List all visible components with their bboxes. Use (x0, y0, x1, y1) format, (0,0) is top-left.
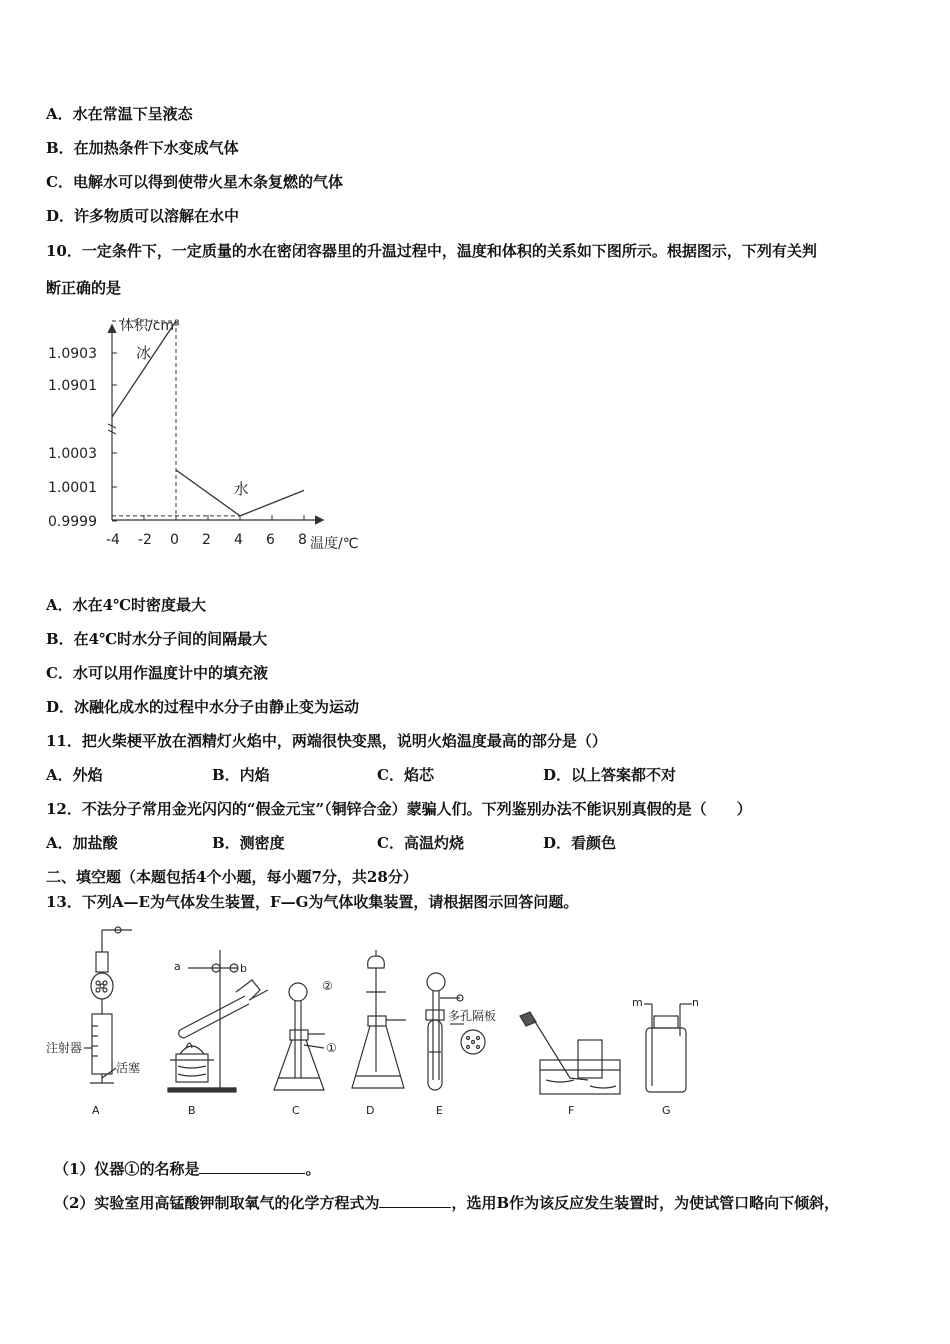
y-tick-label-3: 1.0001 (48, 480, 97, 496)
apparatus-a (84, 927, 132, 1083)
q13-sub1 (54, 1158, 320, 1179)
q12-stem: 12．不法分子常用金光闪闪的“假金元宝”（铜锌合金）蒙骗人们。下列鉴别办法不能识别真假的是（ ） (46, 800, 752, 818)
apparatus-label-b: B (188, 1104, 196, 1117)
x-tick-label-3: 2 (202, 532, 211, 548)
section-heading: 二、填空题（本题包括4个小题，每小题7分，共28分） (46, 868, 418, 886)
apparatus-e (426, 973, 485, 1090)
x-tick-label-1: -2 (138, 532, 152, 548)
q13-sub1-text: （1）仪器①的名称是 (54, 1160, 200, 1178)
q12-option-d: D．看颜色 (543, 834, 617, 852)
q13-sub2-blank[interactable] (379, 1193, 451, 1208)
apparatus-figure (40, 920, 720, 1125)
q10-stem-line1: 10．一定条件下，一定质量的水在密闭容器里的升温过程中，温度和体积的关系如下图所示。根据图示，下列有关判 (46, 242, 817, 260)
series-label-0: 冰 (136, 344, 152, 362)
apparatus-label-g: G (662, 1104, 671, 1117)
q13-sub1-end: 。 (305, 1160, 321, 1178)
q13-sub2-end: ，选用B作为该反应发生装置时，为使试管口略向下倾斜， (451, 1194, 840, 1212)
q12-option-a: A．加盐酸 (46, 834, 118, 852)
q9-option-a: A．水在常温下呈液态 (46, 105, 193, 123)
label-mark2: ② (322, 979, 333, 993)
q12-options (46, 832, 906, 852)
x-tick-label-5: 6 (266, 532, 275, 548)
x-tick-label-0: -4 (106, 532, 120, 548)
temperature-volume-chart (40, 312, 380, 552)
q13-sub1-blank[interactable] (199, 1159, 305, 1174)
q10-option-b: B．在4℃时水分子间的间隔最大 (46, 630, 268, 648)
q9-option-d: D．许多物质可以溶解在水中 (46, 207, 240, 225)
apparatus-b (168, 950, 268, 1092)
q11-option-d: D．以上答案都不对 (543, 766, 677, 784)
label-m: m (632, 996, 643, 1009)
apparatus-label-c: C (292, 1104, 300, 1117)
y-tick-label-4: 0.9999 (48, 514, 97, 530)
x-tick-label-4: 4 (234, 532, 243, 548)
series-line-0 (112, 321, 176, 417)
apparatus-c (274, 983, 325, 1090)
y-tick-label-1: 1.0901 (48, 378, 97, 394)
q9-option-b: B．在加热条件下水变成气体 (46, 139, 239, 157)
label-b-letter: b (240, 962, 247, 975)
q12-option-b: B．测密度 (212, 834, 285, 852)
x-tick-label-6: 8 (298, 532, 307, 548)
label-syringe: 注射器 (46, 1041, 83, 1055)
y-tick-label-0: 1.0903 (48, 346, 97, 362)
q11-option-a: A．外焰 (46, 766, 103, 784)
label-mark1: ① (326, 1041, 337, 1055)
label-porous-plate: 多孔隔板 (448, 1009, 497, 1023)
apparatus-g (644, 1004, 692, 1092)
series-label-1: 水 (233, 480, 249, 498)
label-piston: 活塞 (116, 1061, 141, 1075)
apparatus-d (352, 950, 406, 1088)
q9-option-c: C．电解水可以得到使带火星木条复燃的气体 (46, 173, 343, 191)
q13-sub2 (54, 1192, 839, 1213)
y-axis-label: 体积/cm³ (120, 318, 180, 334)
y-tick-label-2: 1.0003 (48, 446, 97, 462)
label-n: n (692, 996, 699, 1009)
x-axis-label: 温度/℃ (310, 536, 359, 552)
q12-option-c: C．高温灼烧 (377, 834, 464, 852)
q11-options (46, 764, 906, 784)
apparatus-label-e: E (436, 1104, 443, 1117)
q10-option-d: D．冰融化成水的过程中水分子由静止变为运动 (46, 698, 360, 716)
q10-stem-line2: 断正确的是 (46, 279, 122, 297)
q11-stem: 11．把火柴梗平放在酒精灯火焰中，两端很快变黑，说明火焰温度最高的部分是（） (46, 732, 607, 750)
q10-option-a: A．水在4℃时密度最大 (46, 596, 207, 614)
x-tick-label-2: 0 (170, 532, 179, 548)
q13-sub2-text: （2）实验室用高锰酸钾制取氧气的化学方程式为 (54, 1194, 380, 1212)
label-a-letter: a (174, 960, 181, 973)
apparatus-label-a: A (92, 1104, 100, 1117)
q11-option-c: C．焰芯 (377, 766, 434, 784)
apparatus-label-d: D (366, 1104, 375, 1117)
q11-option-b: B．内焰 (212, 766, 270, 784)
q13-stem: 13．下列A—E为气体发生装置，F—G为气体收集装置，请根据图示回答问题。 (46, 893, 579, 911)
apparatus-f (520, 1012, 620, 1094)
apparatus-label-f: F (568, 1104, 575, 1117)
q10-option-c: C．水可以用作温度计中的填充液 (46, 664, 268, 682)
